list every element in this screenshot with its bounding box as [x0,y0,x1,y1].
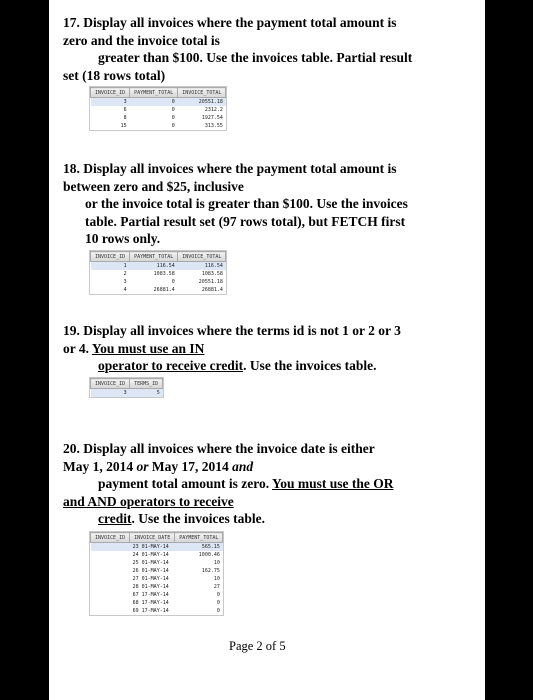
q20-credit: credit [98,511,132,526]
q17-line2: zero and the invoice total is [63,32,220,48]
q18-result-grid [89,250,227,295]
table-row[interactable]: 6 0 2312.2 [123,107,223,113]
table-row[interactable]: 15 0 313.55 [120,123,223,129]
q18-result-table [90,251,226,294]
col-header[interactable]: TERMS_ID [130,379,163,389]
col-header[interactable]: INVOICE_ID [91,533,130,543]
q19-result-grid [89,377,164,398]
q20-result-table [90,532,223,615]
col-header[interactable]: INVOICE_ID [91,379,130,389]
col-header[interactable]: PAYMENT_TOTAL [175,533,223,543]
question-17 [63,14,481,84]
q17-line1: 17. Display all invoices where the payment total amount is [63,15,397,30]
col-header[interactable]: INVOICE_ID [91,252,130,262]
q18-line3: or the invoice total is greater than $100. Use the invoices [85,196,408,211]
q19-line1: 19. Display all invoices where the terms id is not 1 or 2 or 3 [63,323,401,338]
q19-result-table [90,378,163,397]
q20-or: or [136,458,149,474]
table-row[interactable]: 69 17-MAY-14 0 [132,608,220,614]
q20-line2-b: May 17, 2014 [148,458,233,474]
table-row[interactable]: 27 01-MAY-14 10 [132,576,220,582]
table-row[interactable]: 3 0 20551.18 [123,279,223,285]
col-header[interactable]: INVOICE_TOTAL [178,88,226,98]
table-row[interactable]: 3 0 20551.18 [91,98,226,107]
q18-line4: table. Partial result set (97 rows total), but FETCH first [85,213,406,229]
q20-result-grid [89,531,224,616]
col-header[interactable]: INVOICE_DATE [130,533,175,543]
table-row[interactable]: 28 01-MAY-14 27 [132,584,220,590]
table-row[interactable]: 8 0 1927.54 [123,115,223,121]
table-row[interactable]: 67 17-MAY-14 0 [132,592,220,598]
q17-result-table [90,87,226,130]
col-header[interactable]: INVOICE_TOTAL [178,252,226,262]
table-row[interactable]: 25 01-MAY-14 10 [132,560,220,566]
table-row[interactable]: 2 1083.58 1083.58 [123,271,223,277]
table-row[interactable]: 23 01-MAY-14 565.15 [91,543,223,552]
q18-line1: 18. Display all invoices where the payment total amount is [63,161,397,176]
q17-line3: greater than $100. Use the invoices table. Partial result [98,50,413,65]
question-19 [63,322,481,375]
col-header[interactable]: INVOICE_ID [91,88,130,98]
page-number: Page 2 of 5 [229,639,286,653]
table-row[interactable]: 4 26881.4 26881.4 [123,287,223,293]
table-row[interactable]: 26 01-MAY-14 162.75 [132,568,220,574]
q19-line2-text: or 4. [63,340,89,356]
document-page [49,0,485,700]
col-header[interactable]: PAYMENT_TOTAL [130,88,178,98]
q17-line4: set (18 rows total) [63,67,166,83]
q20-line3-text: payment total amount is zero. [98,476,270,491]
col-header[interactable]: PAYMENT_TOTAL [130,252,178,262]
q20-and-requirement: and AND operators to receive [63,493,234,509]
q20-and: and [232,458,254,474]
table-row[interactable]: 1 116.54 116.54 [91,262,226,271]
table-row[interactable]: 68 17-MAY-14 0 [132,600,220,606]
q18-line5: 10 rows only. [85,231,161,246]
q19-operator-credit: operator to receive credit [98,358,244,373]
q20-line2-a: May 1, 2014 [63,458,137,474]
table-row[interactable]: 24 01-MAY-14 1000.46 [132,552,220,558]
question-20 [63,440,481,528]
q20-or-requirement: You must use the OR [272,476,394,491]
question-18 [63,160,481,248]
q20-line1: 20. Display all invoices where the invoice date is either [63,441,375,456]
q17-result-grid [89,86,227,131]
table-row[interactable]: 3 5 [91,389,163,398]
q20-line5-text: . Use the invoices table. [131,511,265,526]
q19-in-requirement: You must use an IN [91,340,205,356]
q19-line3-text: . Use the invoices table. [243,358,377,373]
q18-line2: between zero and $25, inclusive [63,178,244,194]
